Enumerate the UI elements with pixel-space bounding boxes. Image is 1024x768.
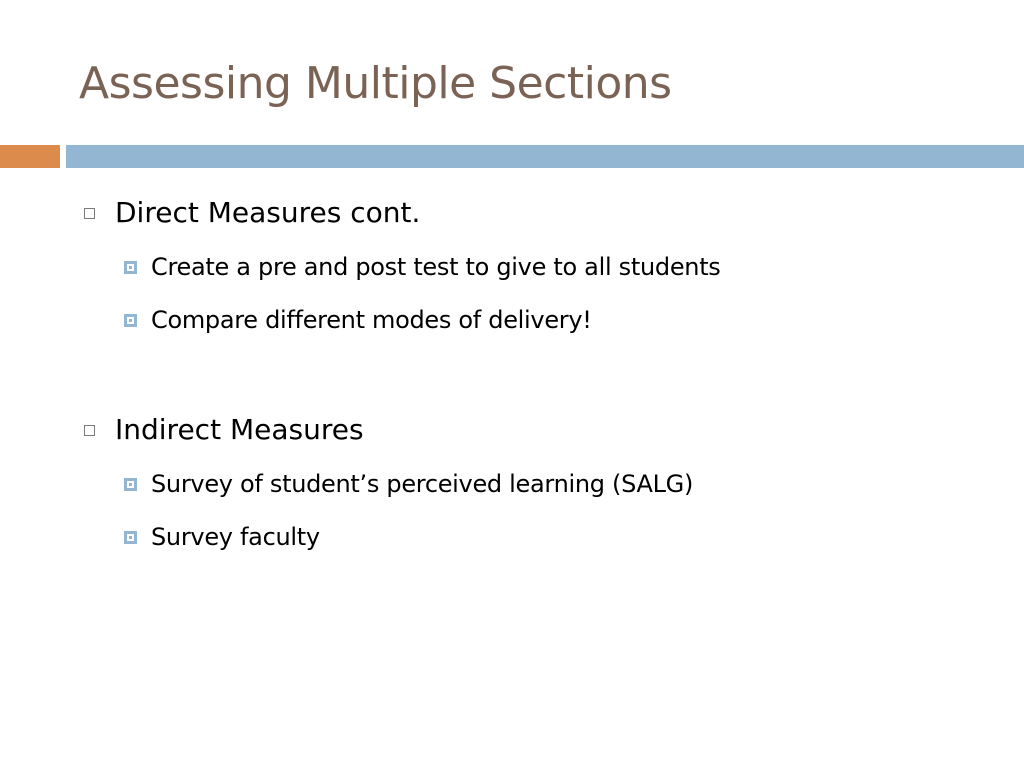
filled-square-bullet-icon: [124, 314, 137, 327]
hollow-square-icon: [84, 208, 95, 219]
filled-square-bullet-icon: [124, 531, 137, 544]
bullet-heading: Indirect Measures: [115, 413, 364, 446]
sub-bullet-text: Survey of student’s perceived learning (SALG): [151, 470, 694, 498]
title-accent-bar-blue: [66, 145, 1024, 168]
slide-title: Assessing Multiple Sections: [79, 58, 672, 109]
hollow-square-icon: [84, 425, 95, 436]
bullet-heading: Direct Measures cont.: [115, 196, 421, 229]
sub-bullet-text: Create a pre and post test to give to all students: [151, 253, 721, 281]
filled-square-bullet-icon: [124, 261, 137, 274]
filled-square-bullet-icon: [124, 478, 137, 491]
title-accent-bar-orange: [0, 145, 60, 168]
sub-bullet-text: Survey faculty: [151, 523, 320, 551]
sub-bullet-text: Compare different modes of delivery!: [151, 306, 592, 334]
